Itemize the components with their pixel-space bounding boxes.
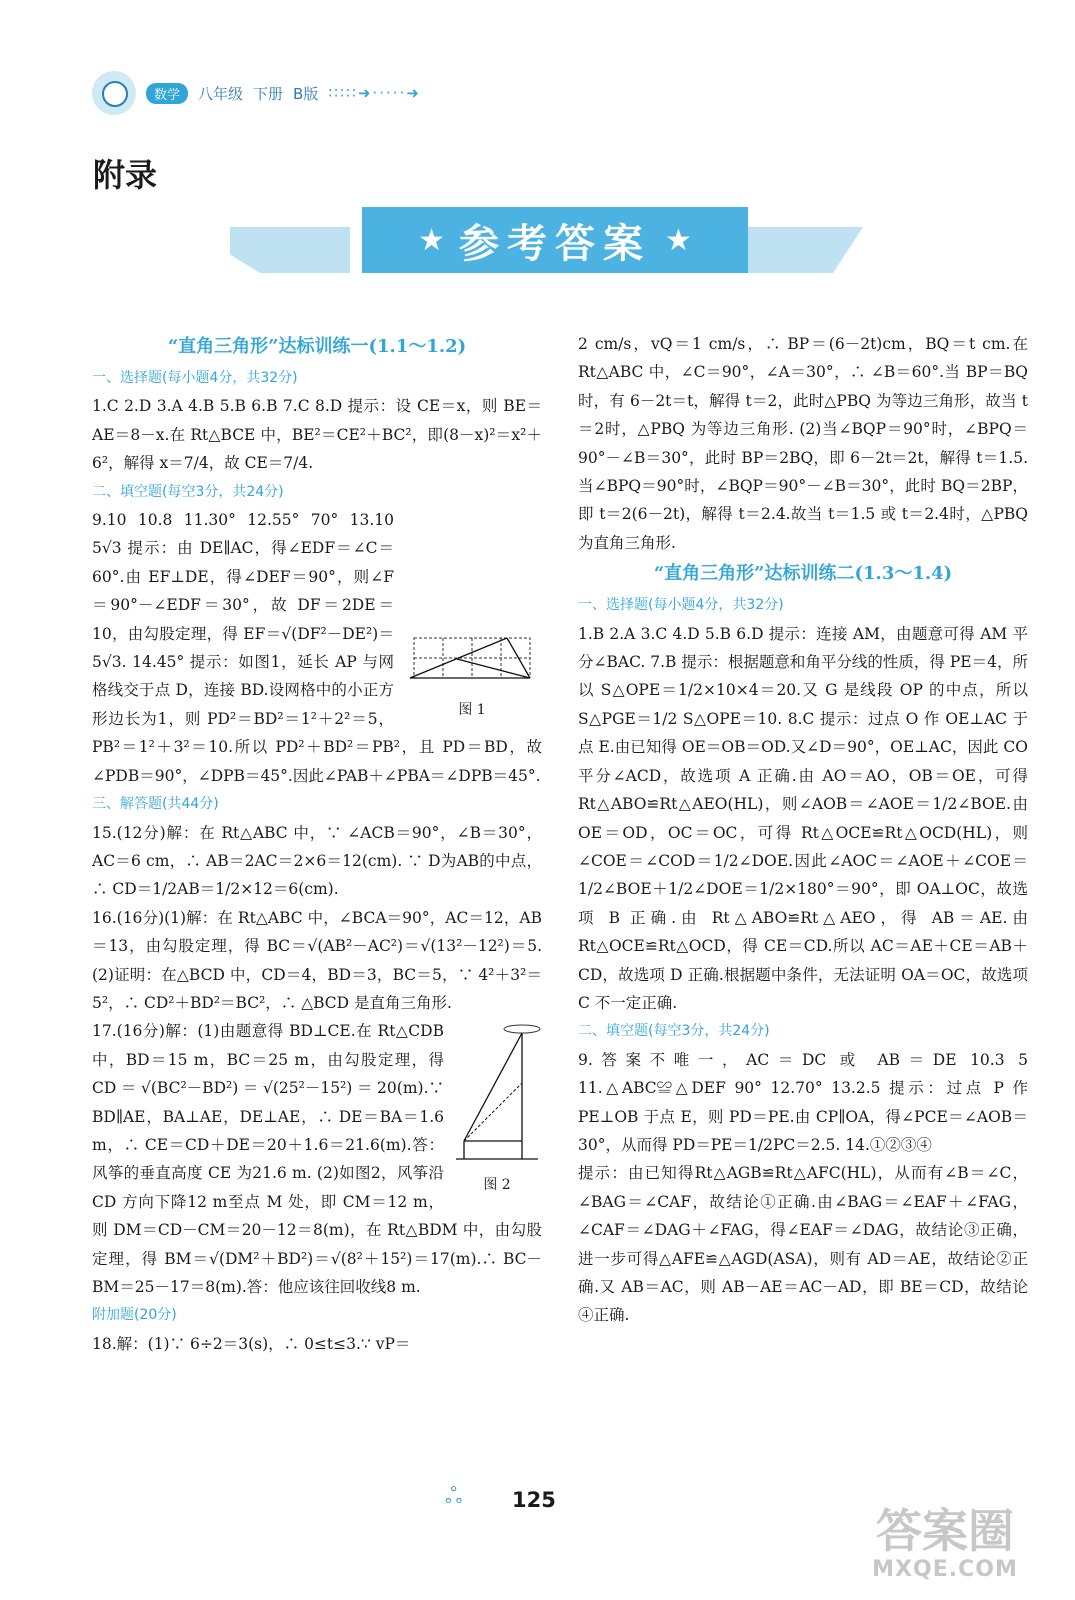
- answer-16: 16.(16分)(1)解：在 Rt△ABC 中，∠BCA＝90°，AC＝12，AB＝13，由勾股定理，得 BC＝√(AB²－AC²)＝√(13²－12²)＝5. (2)证明：在△BCD 中，CD＝4，BD＝3，BC＝5，∵ 4²＋3²＝5²，∴ CD²＋BD²＝BC²，∴ △BCD 是直角三角形.: [92, 908, 542, 1012]
- watermark: [855, 1505, 1035, 1585]
- star-icon: ★: [665, 222, 692, 258]
- watermark-url: MXQE.COM: [872, 1557, 1018, 1582]
- mascot-icon: [92, 71, 136, 115]
- section-title-1: “直角三角形”达标训练一(1.1～1.2): [167, 336, 467, 357]
- subsection-choice: 一、选择题(每小题4分，共32分): [92, 370, 298, 386]
- appendix-title: 附录: [93, 156, 158, 194]
- figure-2: [452, 1021, 542, 1199]
- kite-diagram: [452, 1021, 542, 1171]
- figure-2-caption: 图 2: [483, 1177, 511, 1194]
- right-column: [578, 330, 1028, 1330]
- answer-17: 17.(16分)解：(1)由题意得 BD⊥CE.在 Rt△CDB 中，BD＝15 m，BC＝25 m，由勾股定理，得 CD＝√(BC²－BD²)＝√(25²－15²)＝20(m).∵ BD∥AE，BA⊥AE，DE⊥AE，∴ DE＝BA＝1.6 m，∴ CE＝CD＋DE＝20＋1.6＝21.6(m).答：风筝的垂直高度 CE 为21.6 m. (2)如图2，风筝沿 CD 方向下降12 m至点 M 处，即 CM＝12 m，则 DM＝CD－CM＝20－12＝8(m)，在 Rt△BDM 中，由勾股定理，得 BM＝√(DM²＋BD²)＝√(8²＋15²)＝17(m).∴ BC－BM＝25－17＝8(m).答：他应该往回收线8 m.: [92, 1022, 542, 1296]
- subsection-fill: 二、填空题(每空3分，共24分): [92, 483, 284, 500]
- grid-diagram: [402, 626, 542, 696]
- banner-left-ribbon: [230, 227, 350, 273]
- answer-15: 15.(12分)解：在 Rt△ABC 中，∵ ∠ACB＝90°，∠B＝30°，AC＝6 cm，∴ AB＝2AC＝2×6＝12(cm). ∵ D为AB的中点，∴ CD＝1/2AB＝1/2×12＝6(cm).: [92, 823, 542, 899]
- left-column: [92, 330, 542, 1358]
- answer-block-fill-2: 9.答案不唯一，AC＝DC 或 AB＝DE 10.3 5 11.△ABC≌△DEF 90° 12.70° 13.2.5 提示：过点 P 作 PE⊥OB 于点 E，则 PD＝PE.由 CP∥OA，得∠PCE＝∠AOB＝30°，从而得 PD＝PE＝1/2PC＝2.5. 14.①②③④: [578, 1050, 1028, 1154]
- page-header: [92, 68, 421, 118]
- leaf-icon: ஃ: [445, 1484, 463, 1509]
- subsection-choice-2: 一、选择题(每小题4分，共32分): [578, 597, 784, 614]
- edition-label: B版: [293, 84, 319, 103]
- answer-banner: [230, 205, 863, 283]
- answer-18-start: 18.解：(1)∵ 6÷2＝3(s)，∴ 0≤t≤3.∵ vP＝: [92, 1334, 411, 1353]
- banner-title: 参考答案: [459, 220, 651, 267]
- answer-block-fill: 9.10 10.8 11.30° 12.55° 70° 13.10 5√3 提示：由 DE∥AC，得∠EDF＝∠C＝60°.由 EF⊥DE，得∠DEF＝90°，则∠F＝90°－∠EDF＝30°，故 DF＝2DE＝10，由勾股定理，得 EF＝√(DF²－DE²)＝5√3. 14.45° 提示：如图1，延长 AP 与网格线交于点 D，连接 BD.设网格中的小正方形边长为1，则 PD²＝BD²＝1²＋2²＝5，PB²＝1²＋3²＝10.所以 PD²＋BD²＝PB²，且 PD＝BD，故∠PDB＝90°，∠DPB＝45°.因此∠PAB＋∠PBA＝∠DPB＝45°.: [92, 511, 542, 785]
- grade-label: 八年级: [198, 84, 244, 103]
- banner-box: [362, 207, 748, 273]
- subsection-extra: 附加题(20分): [92, 1307, 177, 1324]
- answer-18-cont: 2 cm/s，vQ＝1 cm/s，∴ BP＝(6－2t)cm，BQ＝t cm.在 Rt△ABC 中，∠C＝90°，∠A＝30°，∴ ∠B＝60°.当 BP＝BQ 时，有 6－2t＝t，解得 t＝2，此时△PBQ 为等边三角形，故当 t＝2时，△PBQ 为等边三角形. (2)当∠BQP＝90°时，∠BPQ＝90°－∠B＝30°，此时 BP＝2BQ，即 6－2t＝2t，解得 t＝1.5.当∠BPQ＝90°时，∠BQP＝90°－∠B＝30°，此时 BQ＝2BP，即 t＝2(6－2t)，解得 t＝2.4.故当 t＝1.5 或 t＝2.4时，△PBQ 为直角三角形.: [578, 335, 1028, 552]
- banner-right-ribbon: [743, 227, 863, 273]
- answer-block-choice: 1.C 2.D 3.A 4.B 5.B 6.B 7.C 8.D 提示：设 CE＝x，则 BE＝AE＝8－x.在 Rt△BCE 中，BE²＝CE²＋BC²，即(8－x)²＝x²＋6²，解得 x＝7/4，故 CE＝7/4.: [92, 397, 542, 473]
- section-title-2: “直角三角形”达标训练二(1.3～1.4): [653, 563, 953, 585]
- arrow-icon: ∶∶∶∶∶➜·····➜: [328, 84, 421, 102]
- term-label: 下册: [253, 84, 284, 103]
- hint-14: 提示：由已知得Rt△AGB≌Rt△AFC(HL)，从而有∠B＝∠C，∠BAG＝∠CAF，故结论①正确.由∠BAG＝∠EAF＋∠FAG，∠CAF＝∠DAG＋∠FAG，得∠EAF＝∠DAG，故结论③正确，进一步可得△AFE≌△AGD(ASA)，则有 AD＝AE，故结论②正确.又 AB＝AC，则 AB－AE＝AC－AD，即 BE＝CD，故结论④正确.: [578, 1164, 1028, 1325]
- watermark-text: 答案圈: [876, 1504, 1014, 1558]
- star-icon: ★: [418, 222, 445, 258]
- subsection-solve: 三、解答题(共44分): [92, 796, 219, 813]
- figure-1-caption: 图 1: [458, 702, 486, 719]
- subsection-fill-2: 二、填空题(每空3分，共24分): [578, 1023, 770, 1040]
- answer-block-choice-2: 1.B 2.A 3.C 4.D 5.B 6.D 提示：连接 AM，由题意可得 AM 平分∠BAC. 7.B 提示：根据题意和角平分线的性质，得 PE＝4，所以 S△OPE＝1/2×10×4＝20.又 G 是线段 OP 的中点，所以 S△PGE＝1/2 S△OPE＝10. 8.C 提示：过点 O 作 OE⊥AC 于点 E.由已知得 OE＝OB＝OD.又∠D＝90°，OE⊥AC，因此 CO 平分∠ACD，故选项 A 正确.由 AO＝AO，OB＝OE，可得 Rt△ABO≌Rt△AEO(HL)，则∠AOB＝∠AOE＝1/2∠BOE.由 OE＝OD，OC＝OC，可得 Rt△OCE≌Rt△OCD(HL)，则∠COE＝∠COD＝1/2∠DOE.因此∠AOC＝∠AOE＋∠COE＝1/2∠BOE＋1/2∠DOE＝1/2×180°＝90°，即 OA⊥OC，故选项 B 正确.由 Rt△ABO≌Rt△AEO，得 AB＝AE.由 Rt△OCE≌Rt△OCD，得 CE＝CD.所以 AC＝AE＋CE＝AB＋CD，故选项 D 正确.根据题中条件，无法证明 OA＝OC，故选项 C 不一定正确.: [578, 624, 1028, 1012]
- subject-badge: 数学: [146, 83, 188, 104]
- page-number: 125: [512, 1488, 556, 1512]
- figure-1: [402, 626, 542, 724]
